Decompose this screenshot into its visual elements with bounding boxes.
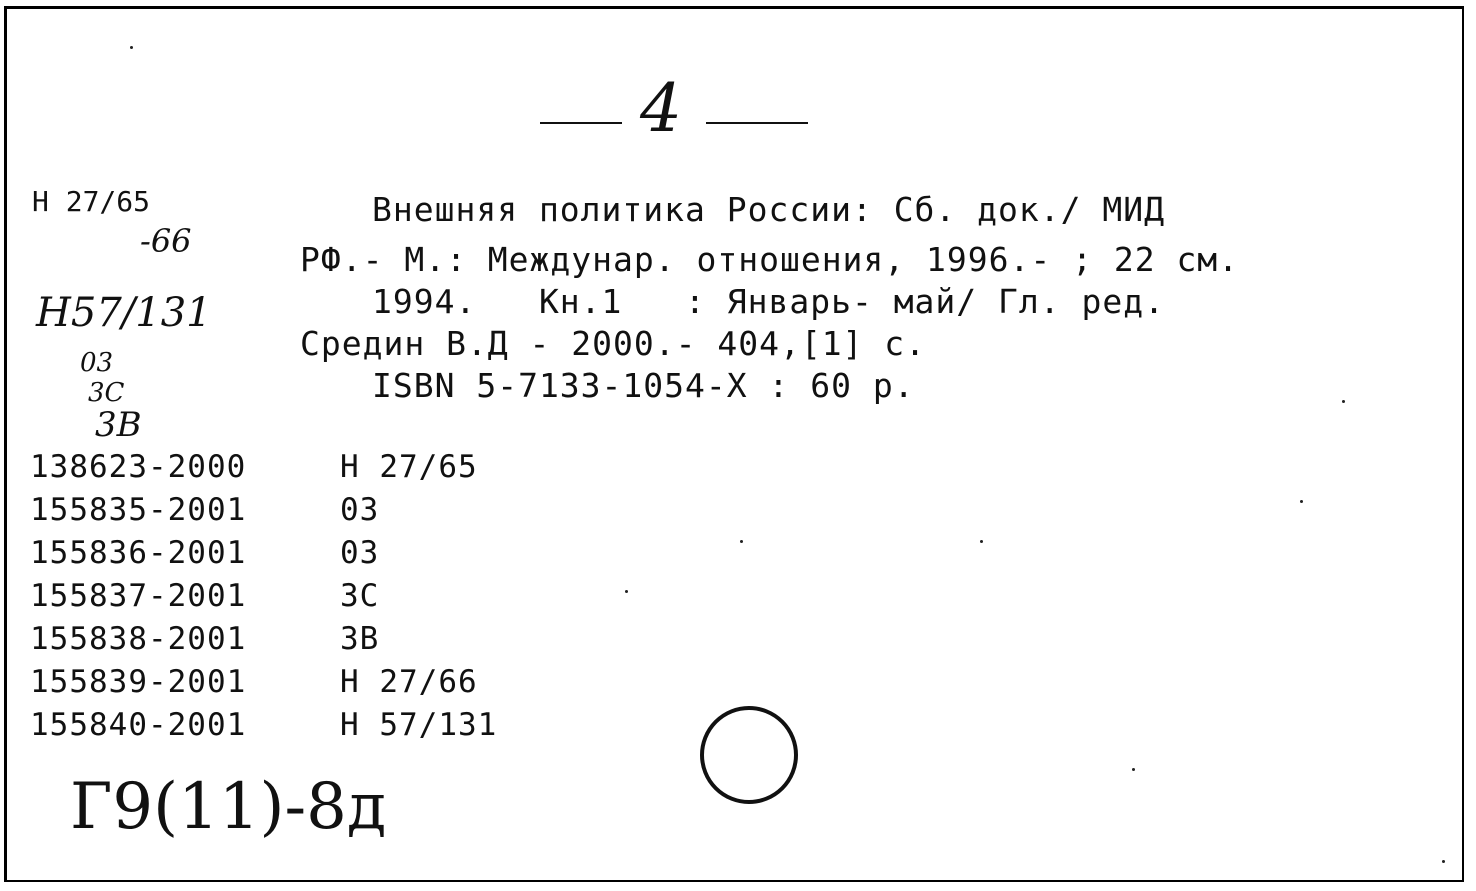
inventory-location: Н 27/65 — [340, 448, 478, 485]
header-dash-left — [540, 122, 622, 124]
scan-speck — [1342, 400, 1345, 403]
inventory-location: 03 — [340, 491, 380, 528]
inventory-number: 155838-2001 — [30, 620, 247, 657]
inventory-number: 155837-2001 — [30, 577, 247, 614]
scan-speck — [1132, 768, 1135, 771]
classification-code: Г9(11)-8д — [70, 770, 387, 844]
list-item — [30, 488, 497, 531]
inventory-location: Н 27/66 — [340, 663, 478, 700]
call-number-handwritten-03: 03 — [80, 348, 114, 378]
list-item — [30, 531, 497, 574]
entry-line-4: Средин В.Д - 2000.- 404,[1] с. — [300, 324, 927, 363]
entry-line-2: РФ.- М.: Междунар. отношения, 1996.- ; 22 см. — [300, 240, 1240, 279]
call-number-handwritten-66: -66 — [140, 222, 192, 260]
list-item — [30, 660, 497, 703]
list-item — [30, 445, 497, 488]
entry-line-1: Внешняя политика России: Сб. док./ МИД — [372, 190, 1165, 229]
inventory-location: Н 57/131 — [340, 706, 498, 743]
call-number-typed: Н 27/65 — [32, 185, 151, 218]
inventory-location: 3С — [340, 577, 380, 614]
call-number-handwritten-57: Н57/131 — [36, 290, 212, 336]
inventory-location: 03 — [340, 534, 380, 571]
inventory-number: 155839-2001 — [30, 663, 247, 700]
scan-speck — [980, 540, 983, 543]
scan-speck — [740, 540, 743, 543]
list-item — [30, 617, 497, 660]
inventory-number: 155840-2001 — [30, 706, 247, 743]
header-dash-right — [706, 122, 808, 124]
punch-hole-circle — [700, 706, 798, 804]
inventory-location: 3В — [340, 620, 380, 657]
inventory-number: 155836-2001 — [30, 534, 247, 571]
inventory-list — [30, 445, 497, 746]
inventory-number: 138623-2000 — [30, 448, 247, 485]
call-number-handwritten-3c: 3С — [88, 378, 125, 408]
scan-speck — [1300, 500, 1303, 503]
scan-speck — [130, 46, 133, 49]
scan-speck — [1442, 860, 1445, 863]
list-item — [30, 574, 497, 617]
inventory-number: 155835-2001 — [30, 491, 247, 528]
entry-line-isbn: ISBN 5-7133-1054-X : 60 р. — [372, 366, 915, 405]
call-number-handwritten-3b: 3В — [95, 405, 142, 445]
page-number: 4 — [640, 70, 682, 147]
entry-line-3: 1994. Кн.1 : Январь- май/ Гл. ред. — [372, 282, 1165, 321]
list-item — [30, 703, 497, 746]
scan-speck — [625, 590, 628, 593]
